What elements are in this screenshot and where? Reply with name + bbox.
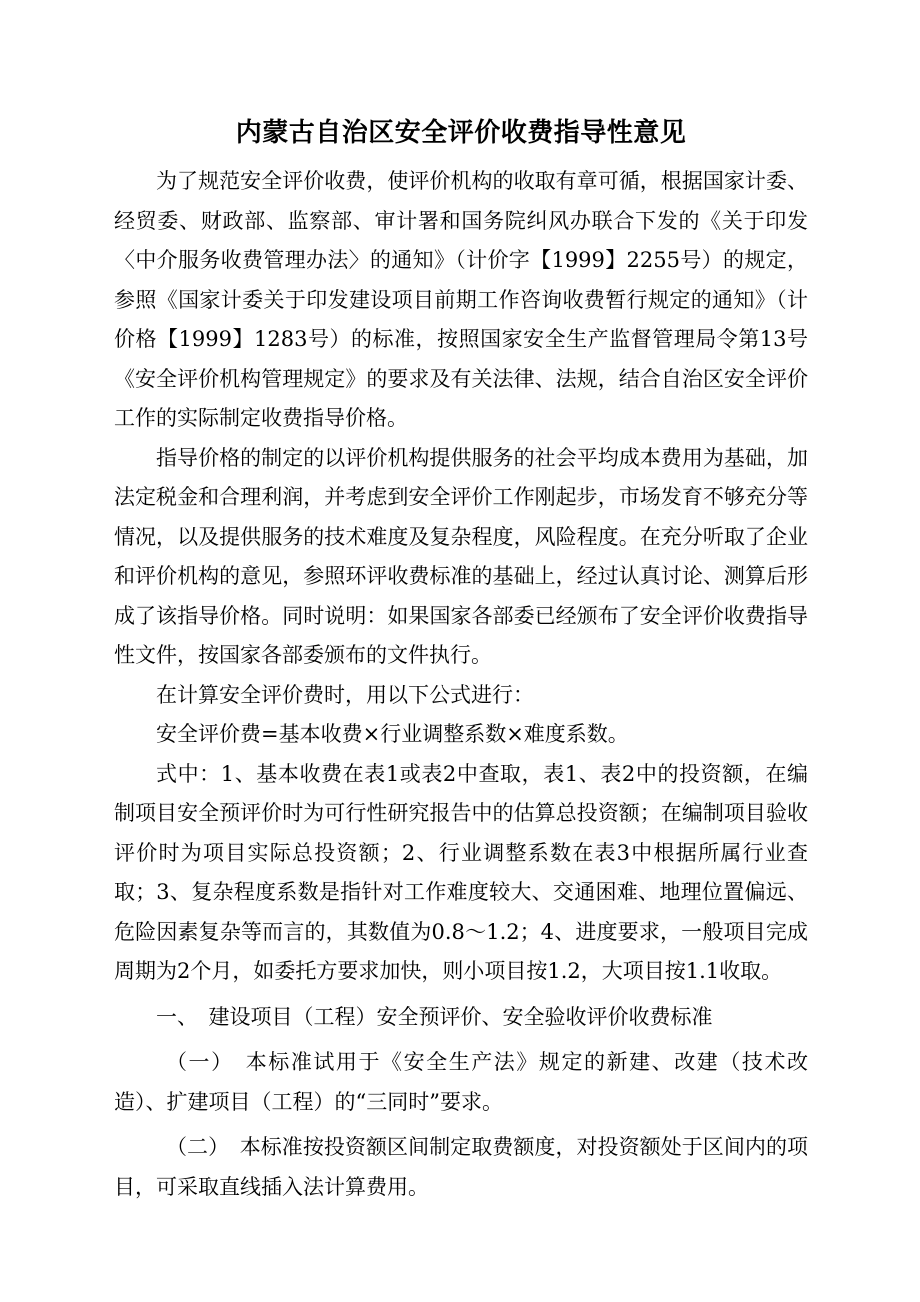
document-page bbox=[114, 112, 808, 1207]
paragraph-pricing-basis: 指导价格的制定的以评价机构提供服务的社会平均成本费用为基础，加法定税金和合理利润，并考虑到安全评价工作刚起步，市场发育不够充分等情况，以及提供服务的技术难度及复杂程度，风险程度。在充分听取了企业和评价机构的意见，参照环评收费标准的基础上，经过认真讨论、测算后形成了该指导价格。同时说明：如果国家各部委已经颁布了安全评价收费指导性文件，按国家各部委颁布的文件执行。 bbox=[114, 445, 808, 667]
paragraph-intro: 为了规范安全评价收费，使评价机构的收取有章可循，根据国家计委、经贸委、财政部、监察部、审计署和国务院纠风办联合下发的《关于印发〈中介服务收费管理办法〉的通知》（计价字【1999】2255号）的规定，参照《国家计委关于印发建设项目前期工作咨询收费暂行规定的通知》（计价格【1999】1283号）的标准，按照国家安全生产监督管理局令第13号《安全评价机构管理规定》的要求及有关法律、法规，结合自治区安全评价工作的实际制定收费指导价格。 bbox=[114, 169, 808, 430]
paragraph-formula-intro: 在计算安全评价费时，用以下公式进行： bbox=[156, 682, 534, 707]
paragraph-formula-notes: 式中：1、基本收费在表1或表2中查取，表1、表2中的投资额，在编制项目安全预评价时为可行性研究报告中的估算总投资额；在编制项目验收评价时为项目实际总投资额；2、行业调整系数在表3中根据所属行业查取；3、复杂程度系数是指针对工作难度较大、交通困难、地理位置偏远、危险因素复杂等而言的，其数值为0.8～1.2；4、进度要求，一般项目完成周期为2个月，如委托方要求加快，则小项目按1.2，大项目按1.1收取。 bbox=[114, 761, 808, 983]
clause-2: （二） 本标准按投资额区间制定取费额度，对投资额处于区间内的项目，可采取直线插入法计算费用。 bbox=[114, 1135, 808, 1199]
paragraph-formula: 安全评价费=基本收费×行业调整系数×难度系数。 bbox=[156, 722, 629, 746]
document-title: 内蒙古自治区安全评价收费指导性意见 bbox=[235, 118, 687, 148]
section-heading-1: 一、 建设项目（工程）安全预评价、安全验收评价收费标准 bbox=[156, 1004, 713, 1029]
clause-1: （一） 本标准试用于《安全生产法》规定的新建、改建（技术改造）、扩建项目（工程）的“三同时”要求。 bbox=[114, 1050, 808, 1114]
